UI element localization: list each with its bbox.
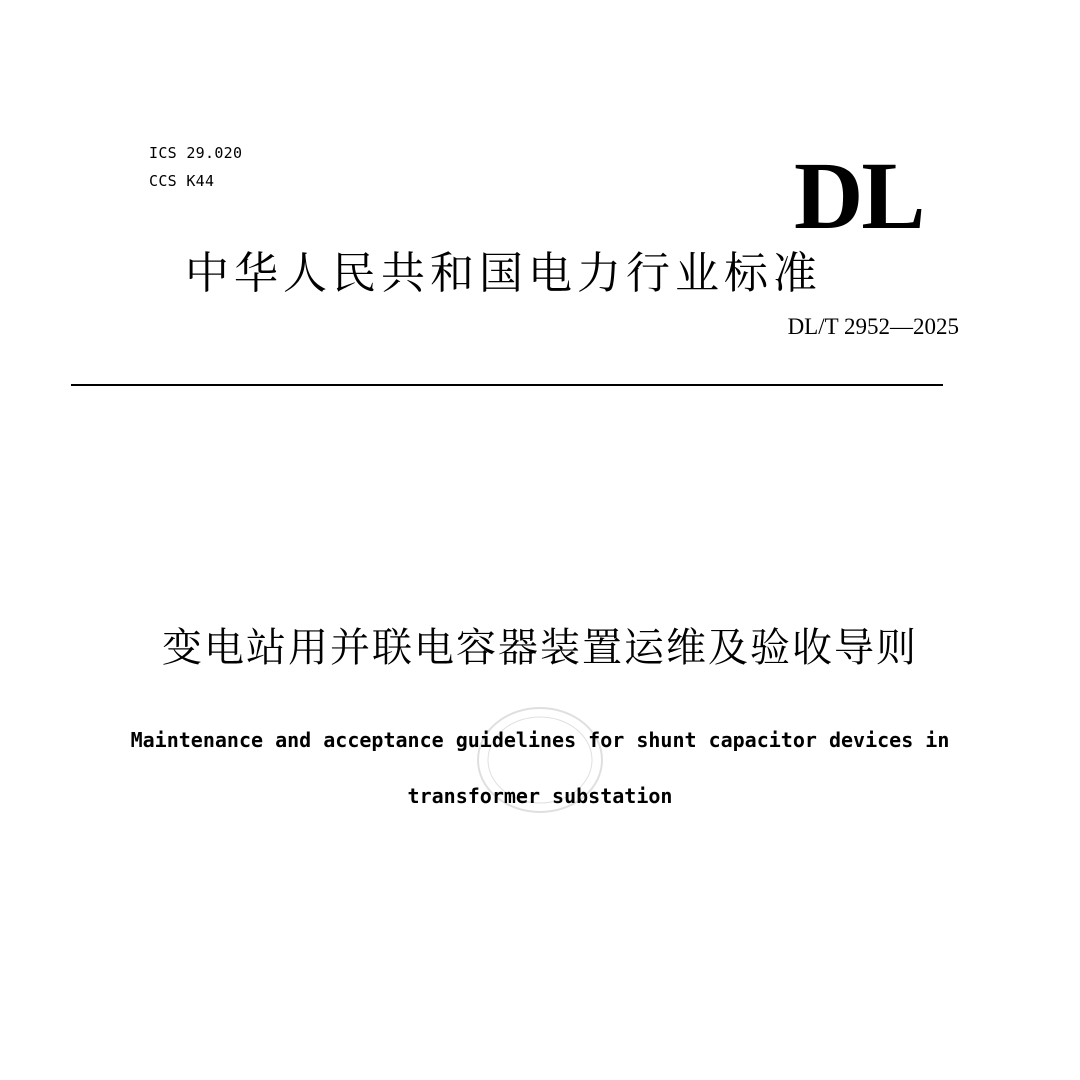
dl-logo: DL — [794, 142, 924, 249]
document-title-english-line2: transformer substation — [407, 784, 673, 808]
standard-number: DL/T 2952—2025 — [787, 314, 959, 339]
ccs-code: CCS K44 — [149, 172, 215, 190]
header-divider — [71, 384, 943, 386]
document-title-chinese: 变电站用并联电容器装置运维及验收导则 — [162, 625, 918, 671]
ics-code: ICS 29.020 — [149, 144, 243, 162]
document-title-english-line1: Maintenance and acceptance guidelines for shunt capacitor devices in — [130, 728, 950, 752]
standard-type-heading: 中华人民共和国电力行业标准 — [185, 248, 822, 299]
